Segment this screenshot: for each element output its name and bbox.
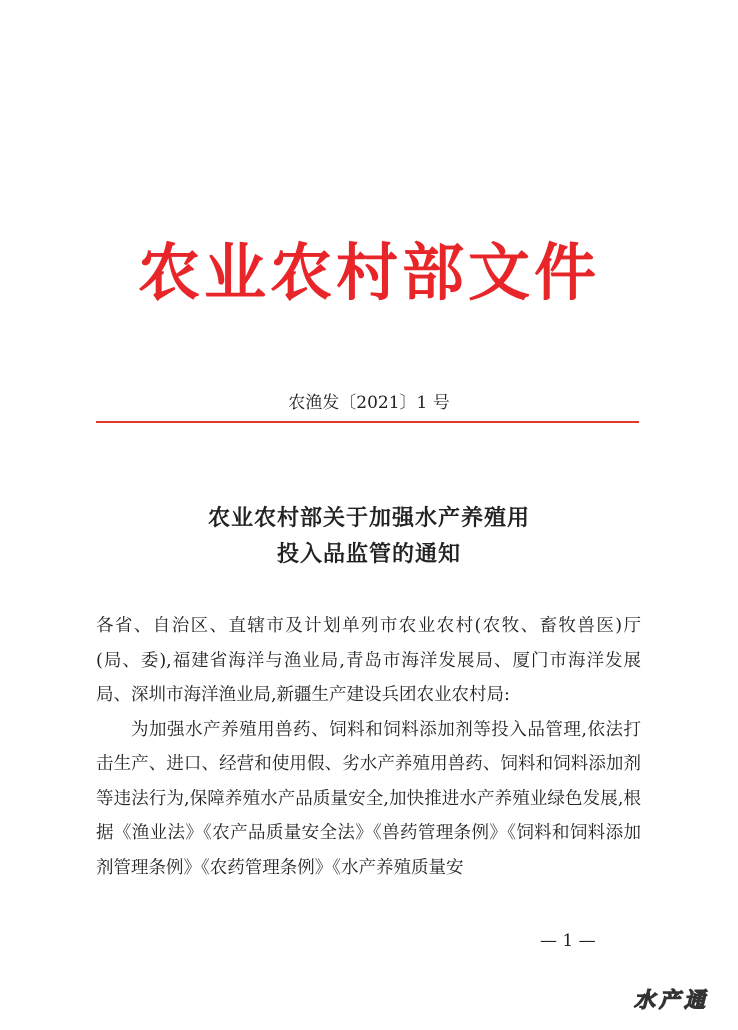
body-paragraph-1: 为加强水产养殖用兽药、饲料和饲料添加剂等投入品管理,依法打击生产、进口、经营和使用假、劣水产养殖用兽药、饲料和饲料添加剂等违法行为,保障养殖水产品质量安全,加快推进水产养殖业绿色发展,根据《渔业法》《农产品质量安全法》《兽药管理条例》《饲料和饲料添加剂管理条例》《农药管理条例》《水产养殖质量安: [96, 719, 641, 878]
red-divider-line: [96, 421, 639, 423]
document-body: [96, 609, 641, 885]
document-title-line-2: 投入品监管的通知: [276, 541, 461, 567]
issuing-authority-header: 农业农村部文件: [137, 236, 600, 309]
document-number: 农渔发〔2021〕1 号: [288, 393, 450, 413]
page-number: — 1 —: [540, 931, 596, 951]
document-title: [0, 500, 738, 572]
addressee-paragraph: 各省、自治区、直辖市及计划单列市农业农村(农牧、畜牧兽医)厅(局、委),福建省海洋与渔业局,青岛市海洋发展局、厦门市海洋发展局、深圳市海洋渔业局,新疆生产建设兵团农业农村局:: [96, 616, 641, 705]
source-watermark: 水产通: [634, 988, 709, 1012]
document-title-line-1: 农业农村部关于加强水产养殖用: [207, 505, 530, 531]
